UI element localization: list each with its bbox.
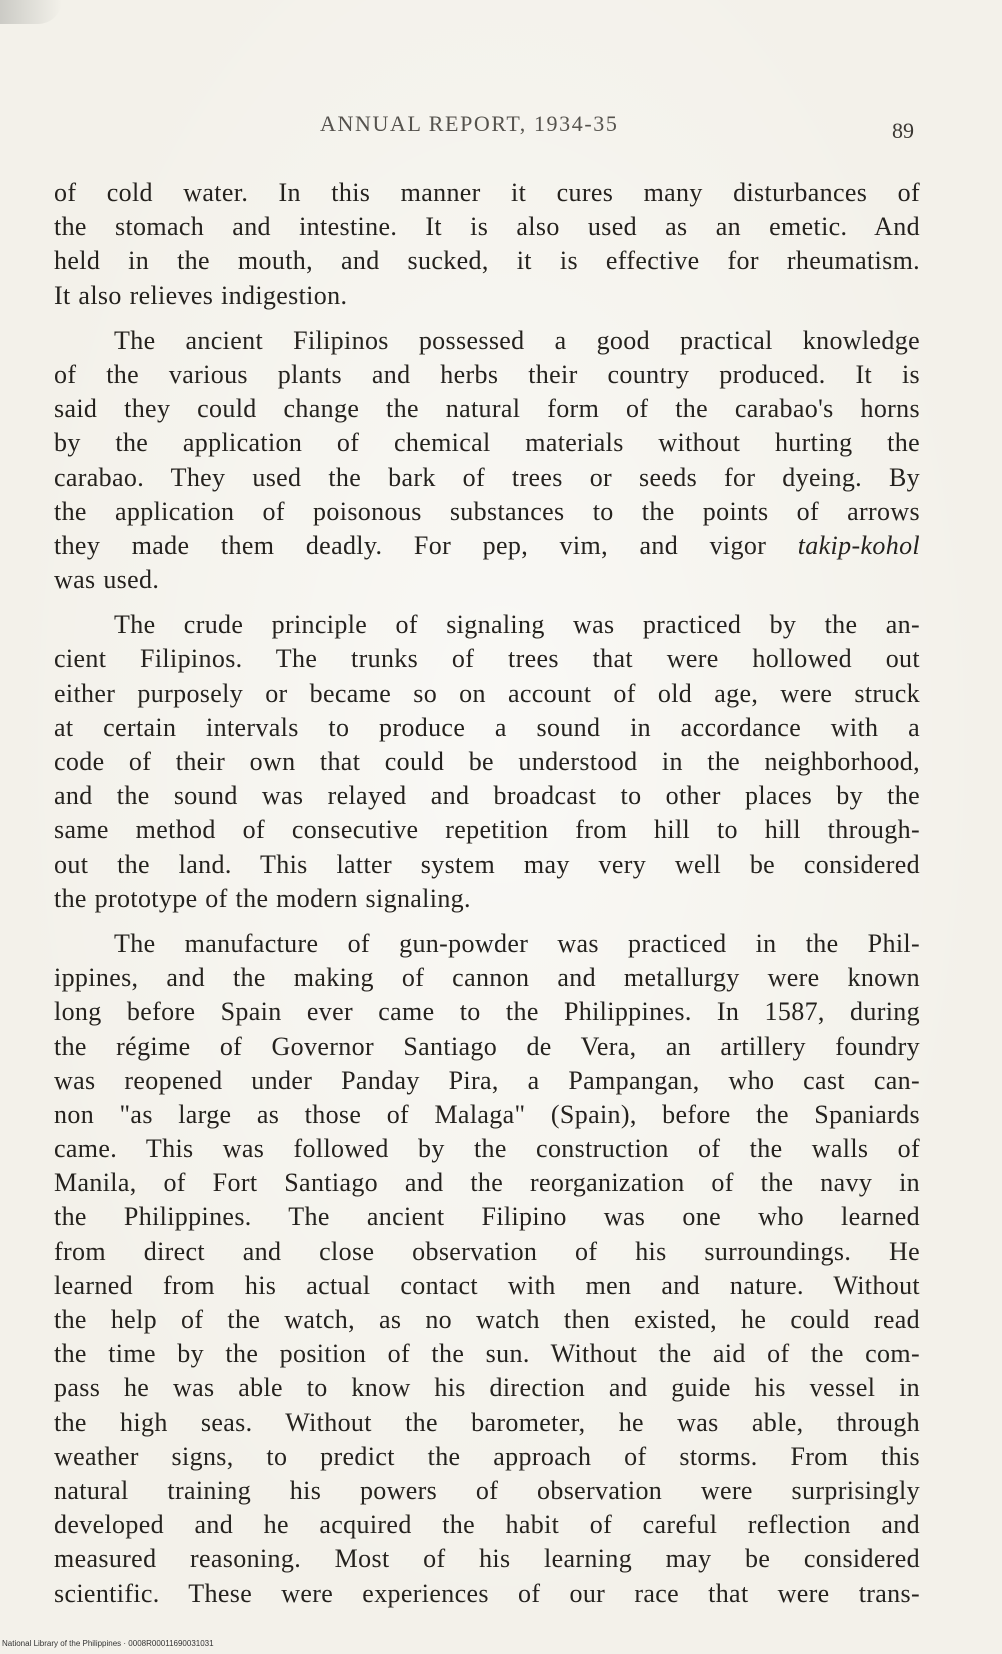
text-line: the stomach and intestine. It is also used as an emetic. And [54,212,920,242]
text-line: long before Spain ever came to the Philippines. In 1587, during [54,997,920,1027]
text-line: either purposely or became so on account of old age, were struck [54,678,920,708]
text-line: pass he was able to know his direction and guide his vessel in [54,1373,920,1403]
text-line: the high seas. Without the barometer, he was able, through [54,1407,920,1437]
archive-footer-note: National Library of the Philippines · 0008R00011690031031 [2,1639,214,1648]
text-line-with-italic-term [54,529,920,563]
text-line: the prototype of the modern signaling. [54,883,471,913]
text-line: the application of poisonous substances to the points of arrows [54,496,920,526]
text-line: learned from his actual contact with men and nature. Without [54,1270,920,1300]
text-line: The manufacture of gun-powder was practiced in the Phil- [114,928,920,958]
text-line: and the sound was relayed and broadcast to other places by the [54,781,920,811]
text-line: non "as large as those of Malaga" (Spain), before the Spaniards [54,1099,920,1129]
text-line: of cold water. In this manner it cures many disturbances of [54,178,920,207]
text-line: came. This was followed by the construction of the walls of [54,1134,920,1164]
text-line: the time by the position of the sun. Without the aid of the com- [54,1339,920,1369]
paragraph-2 [54,324,920,598]
text-line: at certain intervals to produce a sound in accordance with a [54,712,920,742]
text-line: the régime of Governor Santiago de Vera, an artillery foundry [54,1031,920,1061]
text-line: the help of the watch, as no watch then existed, he could read [54,1305,920,1334]
text-line: ippines, and the making of cannon and metallurgy were known [54,963,920,993]
paragraph-1 [54,176,920,313]
paragraph-4 [54,927,920,1611]
text-line: Manila, of Fort Santiago and the reorganization of the navy in [54,1168,920,1198]
text-line: developed and he acquired the habit of careful reflection and [54,1510,920,1540]
text-line: measured reasoning. Most of his learning may be considered [54,1544,920,1574]
scan-corner-mark [0,0,62,24]
text-line: natural training his powers of observation were surprisingly [54,1475,920,1505]
text-line: The crude principle of signaling was practiced by the an- [114,610,920,640]
text-line: said they could change the natural form of the carabao's horns [54,394,920,424]
text-line: from direct and close observation of his surroundings. He [54,1236,920,1266]
text-line: weather signs, to predict the approach of storms. From this [54,1441,920,1471]
page-number: 89 [892,118,914,143]
italic-term: takip-kohol [797,530,920,560]
text-line: same method of consecutive repetition from hill to hill through- [54,815,920,845]
paragraph-3 [54,608,920,916]
text-line: held in the mouth, and sucked, it is effective for rheumatism. [54,246,920,276]
text-line: was used. [54,565,160,595]
text-line: cient Filipinos. The trunks of trees that were hollowed out [54,644,920,674]
text-line: The ancient Filipinos possessed a good practical knowledge [114,325,920,355]
text-line: the Philippines. The ancient Filipino was one who learned [54,1202,920,1232]
text-line: It also relieves indigestion. [54,280,348,310]
text-line: code of their own that could be understood in the neighborhood, [54,747,920,776]
text-line: carabao. They used the bark of trees or seeds for dyeing. By [54,462,920,492]
text-segment: they made them deadly. For pep, vim, and vigor [54,530,767,560]
body-text [54,176,920,1611]
text-line: by the application of chemical materials without hurting the [54,428,920,458]
text-line: out the land. This latter system may very well be considered [54,849,920,879]
text-line: scientific. These were experiences of our race that were trans- [54,1578,920,1608]
running-head: ANNUAL REPORT, 1934-35 [320,111,619,136]
text-line: of the various plants and herbs their country produced. It is [54,359,920,389]
text-line: was reopened under Panday Pira, a Pampangan, who cast can- [54,1065,920,1095]
